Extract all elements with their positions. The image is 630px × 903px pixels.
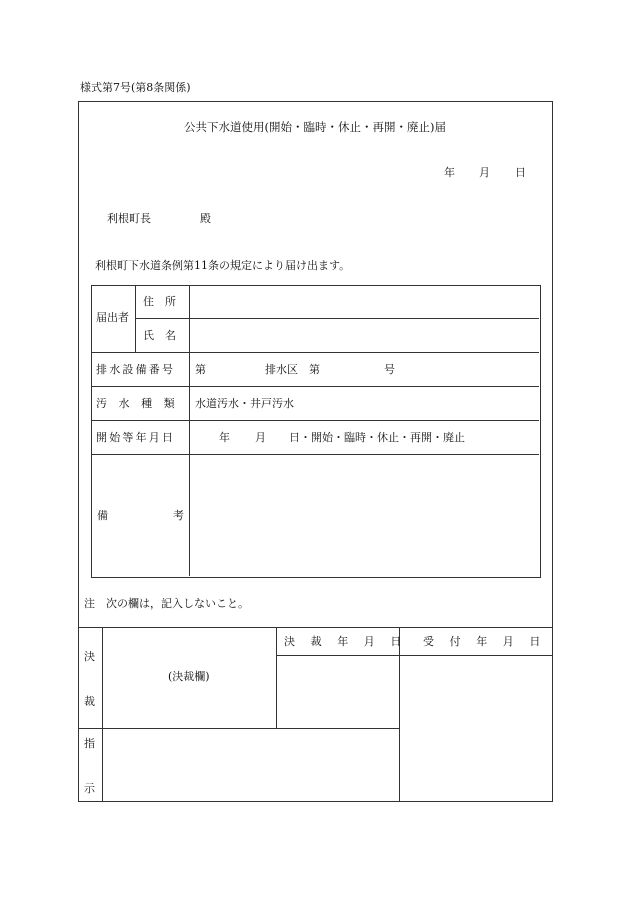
start-date-options: 日・開始・臨時・休止・再開・廃止 — [289, 431, 465, 444]
instruction-label-top: 指 — [84, 737, 95, 750]
address-field[interactable] — [190, 286, 538, 318]
receipt-date-label: 受 付 年 月 日 — [423, 635, 547, 648]
start-date-month: 月 — [255, 431, 266, 444]
remarks-label-left: 備 — [97, 509, 108, 522]
start-date-year: 年 — [219, 431, 230, 444]
decision-field-label: (決裁欄) — [168, 670, 210, 683]
date-day-label: 日 — [515, 166, 526, 179]
drainage-label: 排水設備番号 — [96, 363, 176, 376]
date-month-label: 月 — [479, 166, 490, 179]
remarks-field[interactable] — [190, 455, 538, 575]
drainage-district: 排水区 第 — [265, 363, 320, 376]
date-year-label: 年 — [444, 166, 455, 179]
statement-text: 利根町下水道条例第11条の規定により届け出ます。 — [95, 259, 351, 272]
start-date-label: 開始等年月日 — [96, 431, 176, 444]
remarks-label-right: 考 — [173, 509, 184, 522]
note-text: 注 次の欄は，記入しないこと。 — [84, 597, 249, 610]
sewage-type-label: 汚水種類 — [96, 397, 187, 410]
addressee-honorific: 殿 — [200, 212, 211, 225]
addressee-name: 利根町長 — [107, 212, 151, 225]
form-id: 様式第7号(第8条関係) — [80, 81, 191, 94]
instruction-label-bottom: 示 — [84, 782, 95, 795]
applicant-label: 届出者 — [96, 311, 129, 324]
decision-label-top: 決 — [84, 650, 95, 663]
sewage-type-value: 水道汚水・井戸汚水 — [195, 397, 294, 410]
decision-date-label: 決 裁 年 月 日 — [284, 635, 408, 648]
name-label: 氏 名 — [143, 329, 176, 342]
drainage-suffix: 号 — [384, 363, 395, 376]
office-section-divider — [78, 627, 552, 628]
decision-label-bottom: 裁 — [84, 695, 95, 708]
drainage-prefix: 第 — [195, 363, 206, 376]
address-label: 住 所 — [143, 295, 176, 308]
name-field[interactable] — [190, 319, 538, 352]
form-title: 公共下水道使用(開始・臨時・休止・再開・廃止)届 — [184, 120, 446, 134]
